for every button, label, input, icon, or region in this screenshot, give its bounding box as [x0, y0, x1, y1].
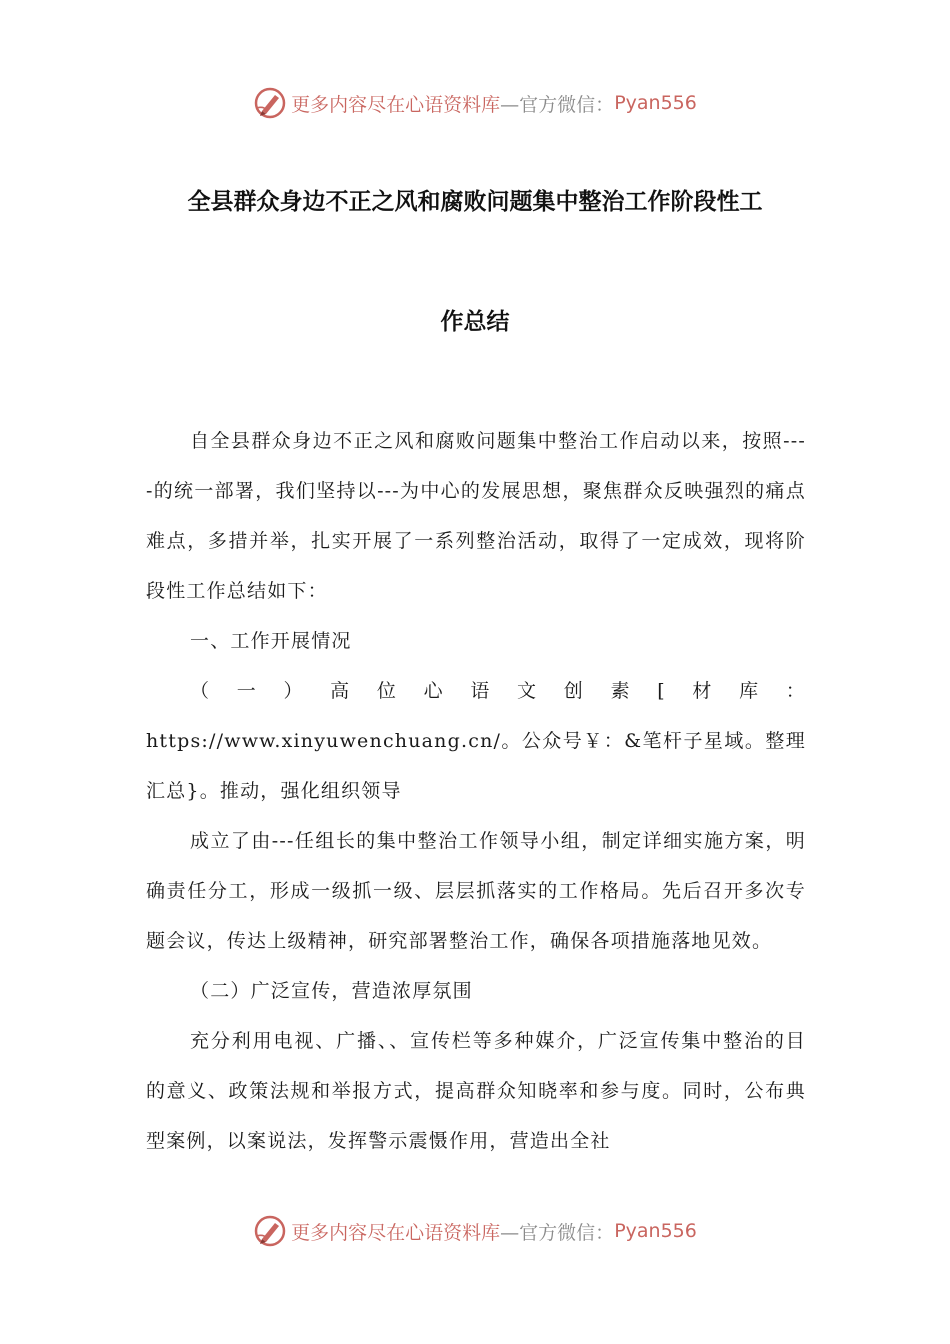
- banner-wechat-id: Pyan556: [614, 92, 697, 114]
- banner-brand-text: 更多内容尽在心语资料库: [291, 93, 501, 116]
- subsection-heading-2: （二）广泛宣传，营造浓厚氛围: [190, 980, 473, 1002]
- banner-wechat-id: Pyan556: [614, 1220, 697, 1242]
- document-body: [146, 416, 806, 1166]
- header-banner: [0, 83, 950, 123]
- banner-brand-text: 更多内容尽在心语资料库: [291, 1221, 501, 1244]
- intro-paragraph: 自全县群众身边不正之风和腐败问题集中整治工作启动以来，按照----的统一部署，我们坚持以---为中心的发展思想，聚焦群众反映强烈的痛点难点，多措并举，扎实开展了一系列整治活动，取得了一定成效，现将阶段性工作总结如下：: [146, 430, 806, 602]
- banner-official-label: —官方微信：: [500, 93, 615, 116]
- document-title-line-2: 作总结: [440, 309, 510, 335]
- subsection-1-paragraph: 成立了由---任组长的集中整治工作领导小组，制定详细实施方案，明确责任分工，形成一级抓一级、层层抓落实的工作格局。先后召开多次专题会议，传达上级精神，研究部署整治工作，确保各项措施落地见效。: [146, 830, 806, 952]
- subsection-heading-1: （一）高位心语文创素[材库：https://www.xinyuwenchuang.cn/。公众号￥：&笔杆子星域。整理汇总}。推动，强化组织领导: [146, 680, 806, 802]
- footer-banner: [0, 1211, 950, 1251]
- banner-official-label: —官方微信：: [500, 1221, 615, 1244]
- pen-logo-icon: [253, 86, 287, 120]
- subsection-2-paragraph: 充分利用电视、广播、、宣传栏等多种媒介，广泛宣传集中整治的目的意义、政策法规和举报方式，提高群众知晓率和参与度。同时，公布典型案例，以案说法，发挥警示震慑作用，营造出全社: [146, 1030, 806, 1152]
- section-heading-1: 一、工作开展情况: [190, 630, 352, 652]
- pen-logo-icon: [253, 1214, 287, 1248]
- document-title-line-1: 全县群众身边不正之风和腐败问题集中整治工作阶段性工: [187, 189, 763, 215]
